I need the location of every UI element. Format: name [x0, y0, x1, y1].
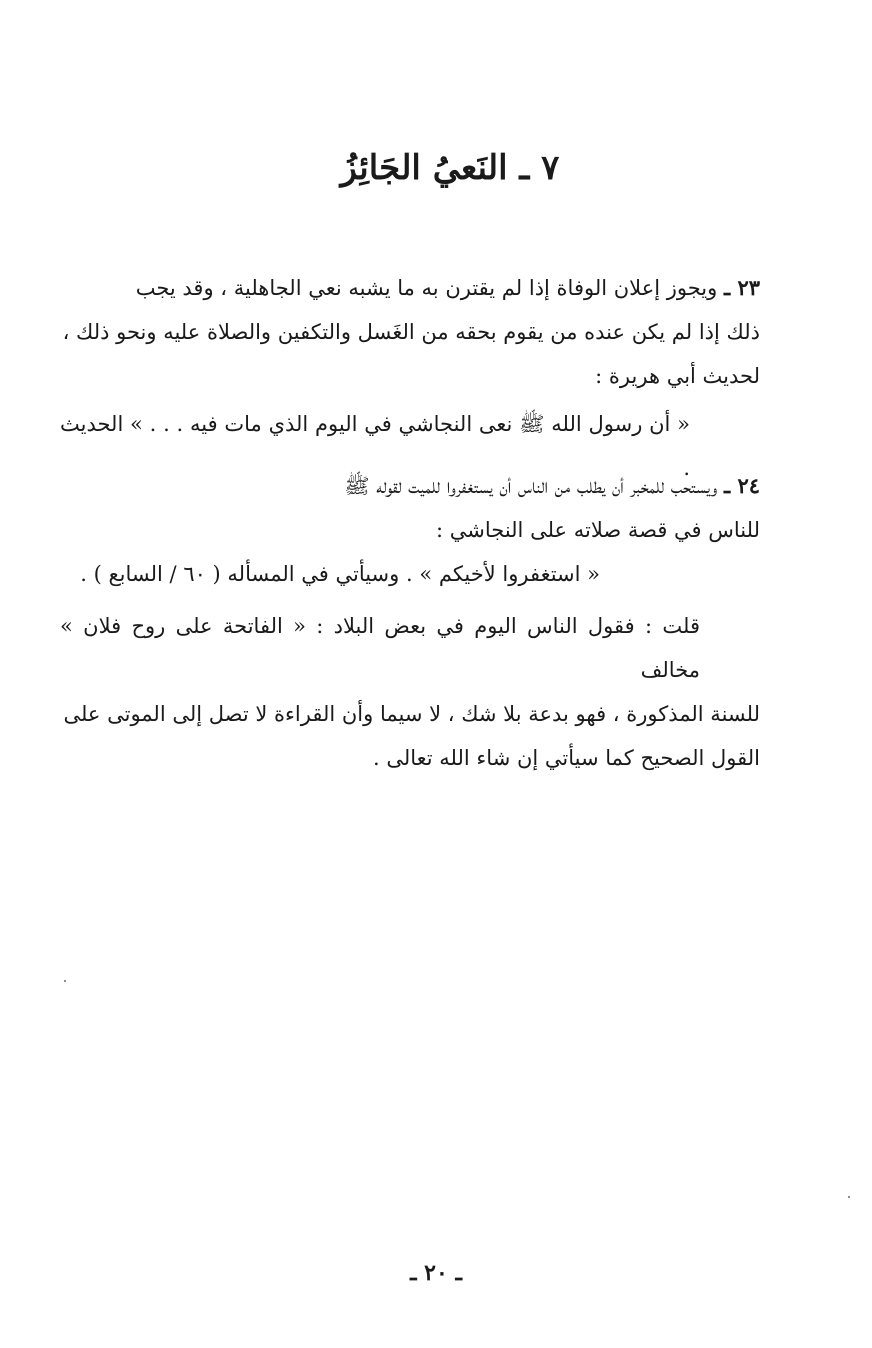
note-line-1: قلت : فقول الناس اليوم في بعض البلاد : « الفاتحة على روح فلان » مخالف: [60, 614, 700, 682]
note-line-3: القول الصحيح كما سيأتي إن شاء الله تعالى .: [373, 746, 760, 770]
note-line-2: للسنة المذكورة ، فهو بدعة بلا شك ، لا سيما وأن القراءة لا تصل إلى الموتى على: [63, 702, 760, 726]
scan-speck: [848, 1196, 850, 1198]
section-23-line-2: ذلك إذا لم يكن عنده من يقوم بحقه من الغَسل والتكفين والصلاة عليه ونحو ذلك ،: [62, 320, 760, 344]
section-24-number: ٢٤ ـ: [723, 473, 760, 498]
section-24: [60, 464, 760, 596]
note-paragraph: [60, 604, 760, 780]
section-23-line-1: [60, 266, 760, 310]
section-23-text-1: ويجوز إعلان الوفاة إذا لم يقترن به ما يشبه نعي الجاهلية ، وقد يجب: [135, 276, 718, 300]
scan-speck: [64, 980, 66, 982]
section-23-number: ٢٣ ـ: [723, 275, 760, 300]
section-23-quote: « أن رسول الله ﷺ نعى النجاشي في اليوم الذي مات فيه . . . » الحديث .: [60, 412, 690, 480]
page-number: ـ ٢٠ ـ: [410, 1260, 462, 1286]
section-24-quote: « استغفروا لأخيكم » . وسيأتي في المسأله ( ٦٠ / السابع ) .: [80, 562, 600, 586]
section-24-line-1: [60, 464, 760, 508]
section-23: [60, 266, 760, 490]
section-23-line-3: لحديث أبي هريرة :: [595, 364, 760, 388]
section-24-text-1: ويستحب للمخبر أن يطلب من الناس أن يستغفروا للميت لقوله ﷺ: [344, 474, 718, 498]
section-24-line-2: للناس في قصة صلاته على النجاشي :: [436, 518, 760, 542]
chapter-title: ٧ ـ النَعيُ الجَائِزُ: [340, 148, 560, 188]
